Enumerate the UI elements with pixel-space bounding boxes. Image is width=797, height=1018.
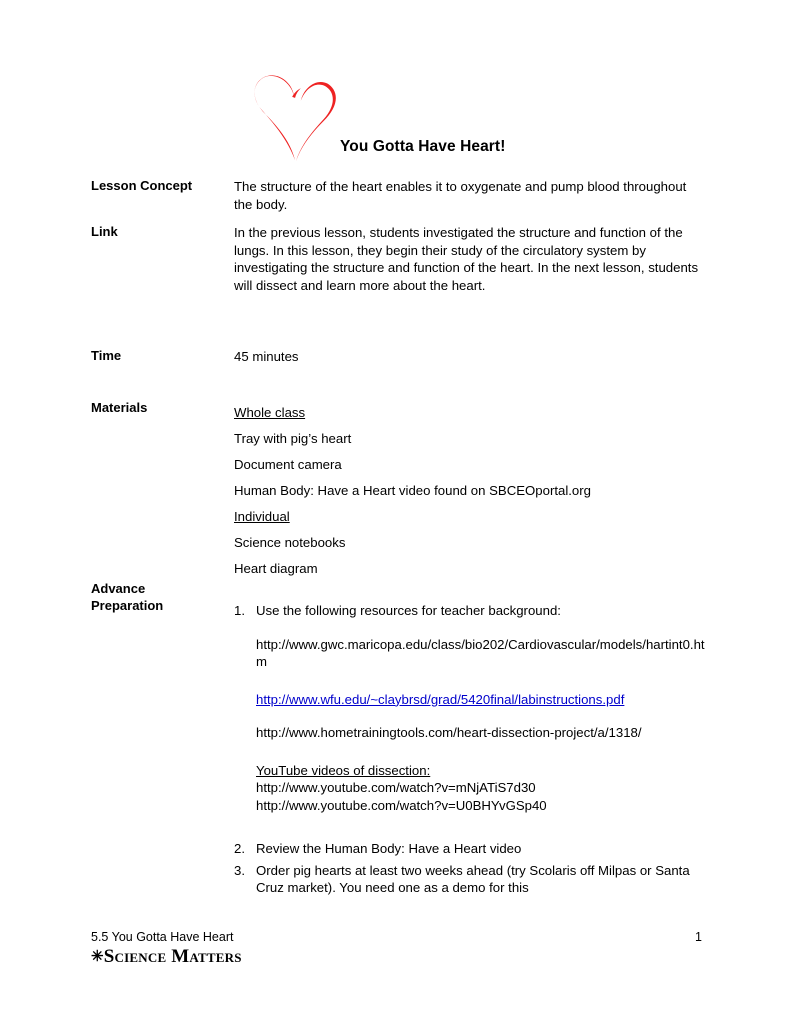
link-text: In the previous lesson, students investigated the structure and function of the lungs. In this lesson, they begin their study of the circulatory system by investigating the structure and function of the heart. In the next lesson, students will dissect and learn more about the heart. <box>234 225 699 293</box>
document-footer <box>91 930 711 978</box>
footer-title: 5.5 You Gotta Have Heart <box>91 930 234 944</box>
list-item <box>234 602 709 620</box>
advance-preparation-label <box>91 580 231 614</box>
list-marker: 2. <box>234 841 245 856</box>
list-item <box>234 556 704 582</box>
youtube-url-2: http://www.youtube.com/watch?v=U0BHYvGSp40 <box>256 797 547 813</box>
materials-item-text: Document camera <box>234 457 342 472</box>
materials-item-text: Heart diagram <box>234 561 318 576</box>
advance-preparation-label-line1: Advance <box>91 581 146 596</box>
open-heart-icon <box>248 72 344 164</box>
list-item-text: Use the following resources for teacher background: <box>256 603 561 618</box>
resource-urls <box>256 636 709 815</box>
list-item <box>234 400 704 426</box>
materials-list <box>234 400 704 582</box>
list-marker: 1. <box>234 603 245 618</box>
list-item-text: Order pig hearts at least two weeks ahead (try Scolaris off Milpas or Santa Cruz market). You need one as a demo for this <box>256 862 690 895</box>
science-matters-logo <box>91 946 242 968</box>
list-item <box>234 452 704 478</box>
asterisk-icon: ✳ <box>91 949 104 965</box>
resource-url-plain-1: http://www.gwc.maricopa.edu/class/bio202/Cardiovascular/models/hartint0.htm <box>256 636 705 669</box>
youtube-url-1: http://www.youtube.com/watch?v=mNjATiS7d30 <box>256 780 536 795</box>
link-label: Link <box>91 224 118 239</box>
page-title: You Gotta Have Heart! <box>340 138 506 155</box>
youtube-section <box>256 742 709 815</box>
materials-label: Materials <box>91 400 148 415</box>
materials-item-text: Science notebooks <box>234 535 346 550</box>
list-item <box>234 840 709 858</box>
resource-url-plain-2: http://www.hometrainingtools.com/heart-dissection-project/a/1318/ <box>256 725 642 740</box>
footer-page-number: 1 <box>695 930 702 944</box>
document-header <box>248 72 708 172</box>
lesson-concept-label: Lesson Concept <box>91 178 193 193</box>
list-item <box>234 862 709 897</box>
list-item-text: Review the Human Body: Have a Heart video <box>256 841 522 856</box>
time-label: Time <box>91 348 122 363</box>
list-marker: 3. <box>234 862 245 878</box>
youtube-heading: YouTube videos of dissection: <box>256 762 431 778</box>
list-item <box>234 504 704 530</box>
advance-preparation-label-line2: Preparation <box>91 598 164 613</box>
list-item <box>234 426 704 452</box>
list-item <box>234 478 704 504</box>
materials-item-text: Tray with pig’s heart <box>234 431 352 446</box>
resource-url-link-1[interactable]: http://www.wfu.edu/~claybrsd/grad/5420final/labinstructions.pdf <box>256 691 625 707</box>
advance-preparation-body <box>234 602 709 901</box>
materials-item-text: Whole class <box>234 405 306 420</box>
brand-name: Science Matters <box>103 946 242 967</box>
materials-item-text: Individual <box>234 509 290 524</box>
materials-item-text: Human Body: Have a Heart video found on SBCEOportal.org <box>234 483 591 498</box>
list-item <box>234 530 704 556</box>
lesson-concept-text: The structure of the heart enables it to oxygenate and pump blood throughout the body. <box>234 179 687 212</box>
time-text: 45 minutes <box>234 349 299 364</box>
